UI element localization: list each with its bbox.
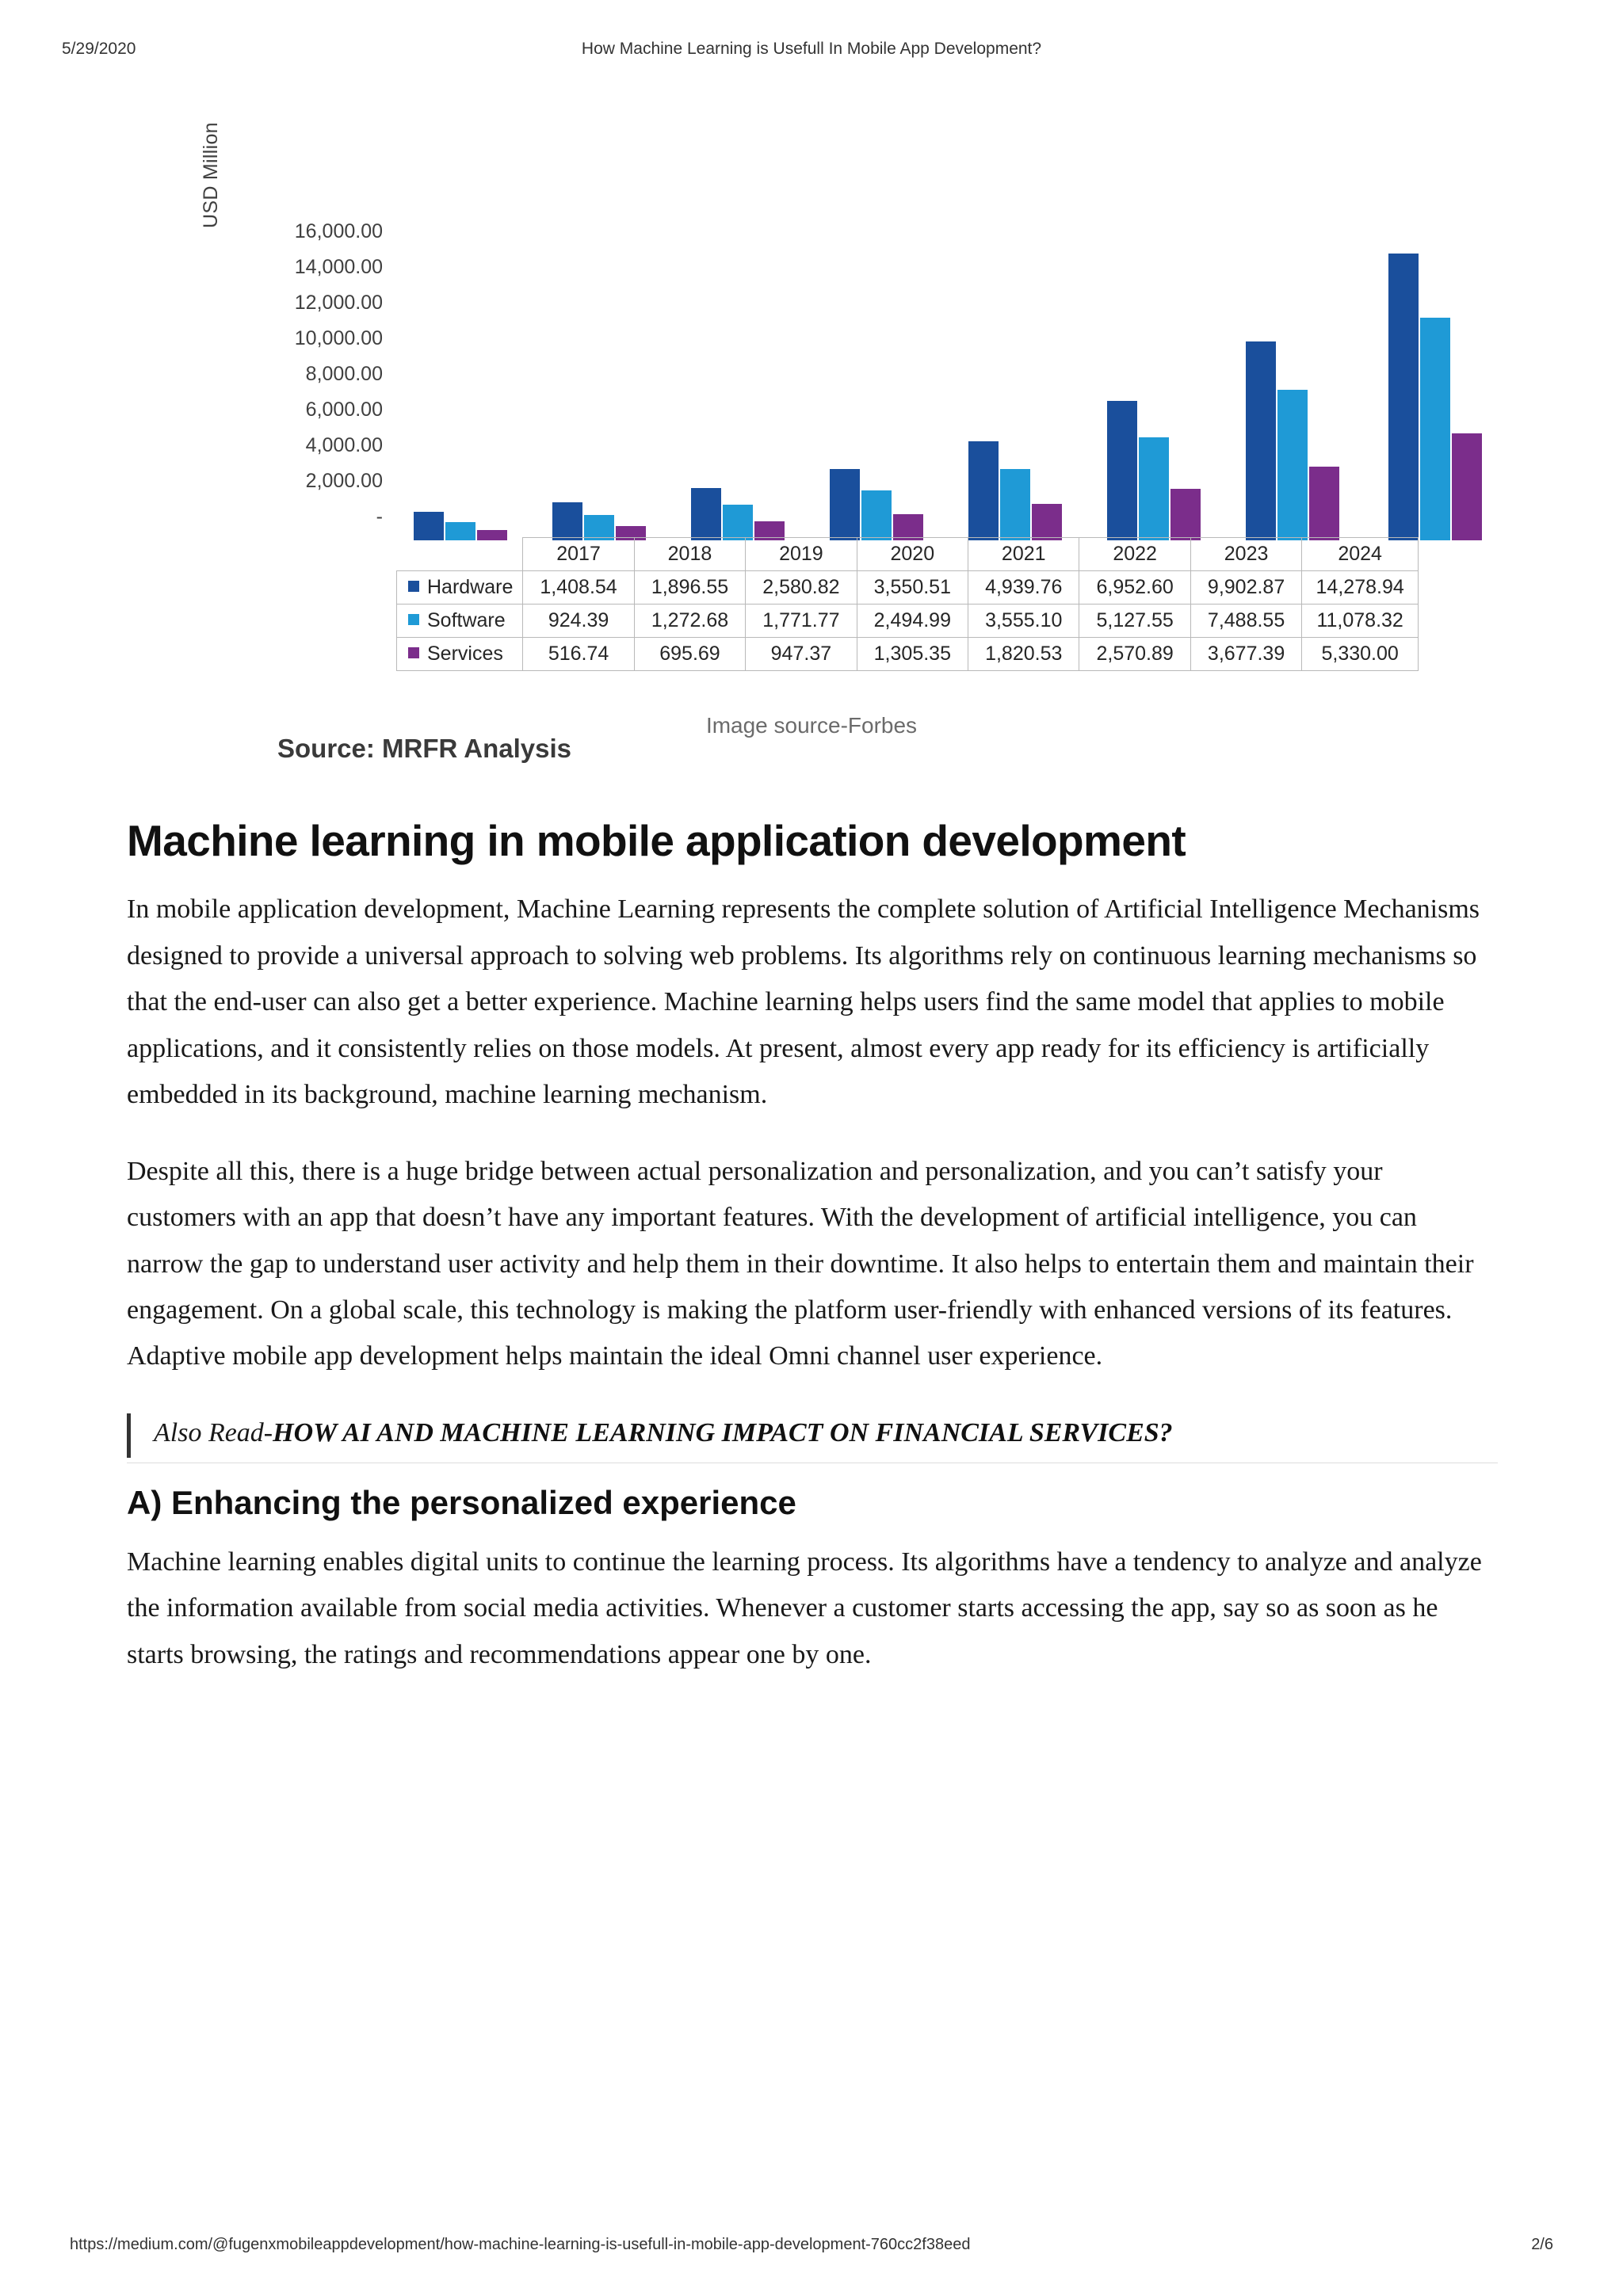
bar-software-2023: [1277, 390, 1308, 540]
column-header: 2020: [857, 538, 968, 571]
column-header: 2019: [746, 538, 857, 571]
bar-software-2020: [861, 490, 892, 540]
cell-hardware-2020: 3,550.51: [857, 571, 968, 605]
cell-hardware-2021: 4,939.76: [968, 571, 1079, 605]
chart-data-table: [396, 537, 1419, 671]
legend-swatch-icon: [408, 647, 419, 658]
bar-group-2021: [951, 219, 1078, 540]
y-tick: 2,000.00: [305, 470, 383, 492]
paragraph-3: Machine learning enables digital units to continue the learning process. Its algorithms have a tendency to analyze and analyze the information available from social media activities. Whenever a customer starts accessing the app, say so as soon as he starts browsing, the ratings and recommendations appear one by one.: [127, 1547, 1482, 1669]
cell-hardware-2022: 6,952.60: [1079, 571, 1190, 605]
bar-services-2024: [1452, 433, 1482, 540]
table-row: [397, 638, 1419, 671]
paragraph-1: In mobile application development, Machine Learning represents the complete solution of Artificial Intelligence Mechanisms designed to provide a universal approach to solving web problems. Its algorithms rely on continuous learning mechanisms so that the end-user can also get a better experience. Machine learning helps users find the same model that applies to mobile applications, and it consistently relies on those models. At present, almost every app ready for its efficiency is artificially embedded in its background, machine learning mechanism.: [127, 894, 1480, 1110]
cell-software-2021: 3,555.10: [968, 605, 1079, 638]
column-header: 2024: [1302, 538, 1419, 571]
print-date: 5/29/2020: [62, 40, 136, 58]
article-body: [127, 816, 1498, 1708]
bar-hardware-2022: [1107, 401, 1137, 540]
table-corner-cell: [397, 538, 523, 571]
cell-software-2023: 7,488.55: [1190, 605, 1301, 638]
column-header: 2022: [1079, 538, 1190, 571]
also-read-label: Also Read-: [154, 1417, 273, 1447]
y-tick: 10,000.00: [294, 327, 383, 349]
bar-software-2022: [1139, 437, 1169, 540]
bar-hardware-2018: [552, 502, 582, 540]
bar-software-2019: [723, 505, 753, 540]
y-tick: 8,000.00: [305, 363, 383, 385]
also-read-callout: [127, 1410, 1498, 1463]
bar-services-2023: [1309, 467, 1339, 540]
chart-y-ticks: [212, 220, 383, 537]
page-title: Machine learning in mobile application development: [127, 816, 1186, 865]
cell-hardware-2024: 14,278.94: [1302, 571, 1419, 605]
chart-plot-area: [396, 219, 1537, 540]
cell-hardware-2017: 1,408.54: [523, 571, 634, 605]
series-name: Software: [427, 609, 506, 631]
bar-hardware-2017: [414, 512, 444, 540]
cell-hardware-2019: 2,580.82: [746, 571, 857, 605]
cell-hardware-2023: 9,902.87: [1190, 571, 1301, 605]
bar-group-2019: [674, 219, 800, 540]
cell-services-2023: 3,677.39: [1190, 638, 1301, 671]
legend-row-services: [397, 638, 523, 671]
cell-software-2022: 5,127.55: [1079, 605, 1190, 638]
bar-group-2020: [812, 219, 939, 540]
cell-services-2020: 1,305.35: [857, 638, 968, 671]
bar-software-2021: [1000, 469, 1030, 540]
bar-hardware-2019: [691, 488, 721, 540]
cell-services-2017: 516.74: [523, 638, 634, 671]
bar-services-2021: [1032, 504, 1062, 540]
y-tick: 4,000.00: [305, 434, 383, 456]
also-read-link[interactable]: HOW AI AND MACHINE LEARNING IMPACT ON FINANCIAL SERVICES?: [273, 1417, 1173, 1447]
cell-software-2017: 924.39: [523, 605, 634, 638]
series-name: Services: [427, 643, 503, 665]
section-heading-a: A) Enhancing the personalized experience: [127, 1483, 796, 1521]
cell-services-2019: 947.37: [746, 638, 857, 671]
bar-chart: [127, 93, 1419, 696]
bar-hardware-2021: [968, 441, 999, 540]
image-caption: Image source-Forbes: [705, 713, 918, 738]
cell-hardware-2018: 1,896.55: [634, 571, 745, 605]
cell-services-2022: 2,570.89: [1079, 638, 1190, 671]
source-url: https://medium.com/@fugenxmobileappdevelopment/how-machine-learning-is-usefull-in-mobile-app-development-760cc2f38eed: [70, 2236, 971, 2253]
bar-group-2024: [1371, 219, 1498, 540]
y-tick: 16,000.00: [294, 220, 383, 242]
series-name: Hardware: [427, 576, 514, 598]
cell-software-2020: 2,494.99: [857, 605, 968, 638]
bar-hardware-2024: [1388, 254, 1419, 540]
table-row: [397, 605, 1419, 638]
bar-hardware-2020: [830, 469, 860, 540]
legend-row-hardware: [397, 571, 523, 605]
print-footer: [0, 2236, 1623, 2258]
table-row: [397, 571, 1419, 605]
bar-software-2024: [1420, 318, 1450, 540]
column-header: 2017: [523, 538, 634, 571]
cell-services-2021: 1,820.53: [968, 638, 1079, 671]
column-header: 2018: [634, 538, 745, 571]
y-tick: 6,000.00: [305, 399, 383, 421]
bar-hardware-2023: [1246, 341, 1276, 540]
legend-row-software: [397, 605, 523, 638]
chart-source-note: Source: MRFR Analysis: [277, 734, 572, 763]
y-tick: 14,000.00: [294, 256, 383, 278]
cell-software-2019: 1,771.77: [746, 605, 857, 638]
legend-swatch-icon: [408, 581, 419, 592]
y-tick: 12,000.00: [294, 292, 383, 314]
legend-swatch-icon: [408, 614, 419, 625]
document-title: How Machine Learning is Usefull In Mobile App Development?: [581, 40, 1042, 58]
chart-y-axis-title: USD Million: [200, 122, 222, 228]
cell-software-2024: 11,078.32: [1302, 605, 1419, 638]
bar-group-2022: [1090, 219, 1216, 540]
print-header: [0, 40, 1623, 63]
cell-services-2024: 5,330.00: [1302, 638, 1419, 671]
page-number: 2/6: [1531, 2236, 1553, 2253]
bar-services-2022: [1170, 489, 1201, 540]
paragraph-2: Despite all this, there is a huge bridge between actual personalization and personalization, and you can’t satisfy your customers with an app that doesn’t have any important features. With the development of artificial intelligence, you can narrow the gap to understand user activity and help them in their downtime. It also helps to entertain them and maintain their engagement. On a global scale, this technology is making the platform user-friendly with enhanced versions of its features. Adaptive mobile app development helps maintain the ideal Omni channel user experience.: [127, 1156, 1474, 1371]
bar-group-2023: [1228, 219, 1355, 540]
column-header: 2021: [968, 538, 1079, 571]
bar-group-2017: [396, 219, 523, 540]
column-header: 2023: [1190, 538, 1301, 571]
bar-group-2018: [535, 219, 662, 540]
cell-software-2018: 1,272.68: [634, 605, 745, 638]
cell-services-2018: 695.69: [634, 638, 745, 671]
y-tick: -: [376, 505, 383, 528]
table-header-row: [397, 538, 1419, 571]
